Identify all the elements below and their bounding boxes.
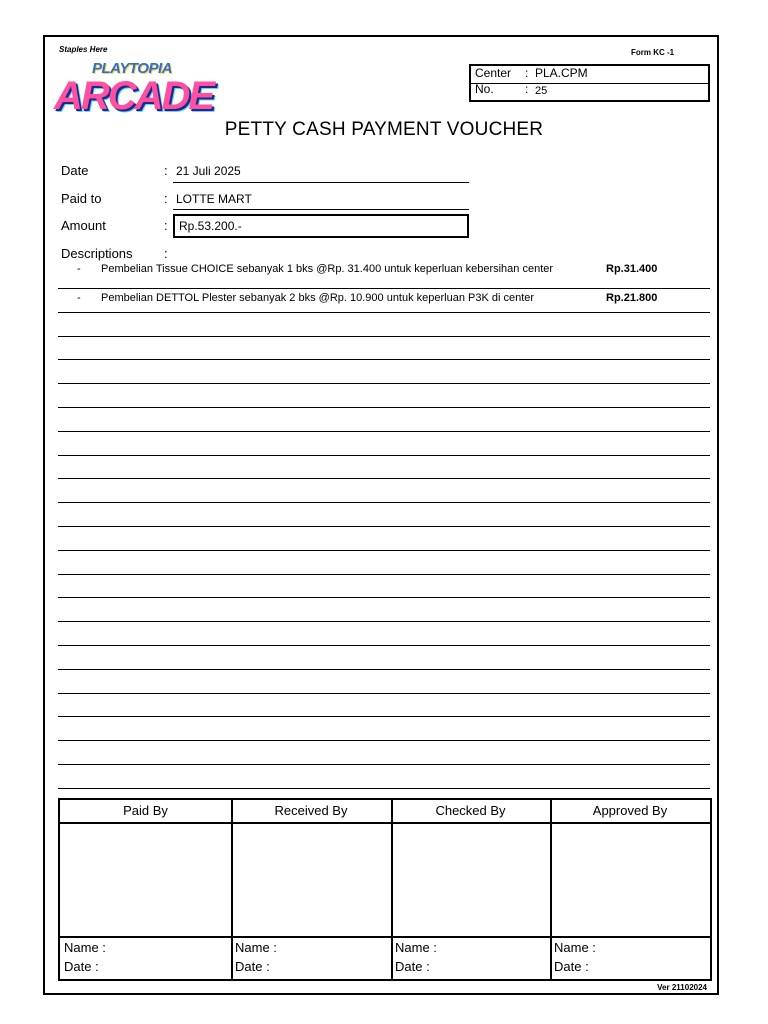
- paid-to-underline: [173, 209, 469, 210]
- descriptions-colon: :: [164, 246, 168, 261]
- description-amount: Rp.31.400: [606, 263, 658, 275]
- ruled-line: [58, 455, 710, 456]
- ruled-line: [58, 764, 710, 765]
- signature-date-label: Date :: [554, 959, 589, 974]
- ruled-line: [58, 740, 710, 741]
- ruled-line: [58, 693, 710, 694]
- center-info-box: [469, 64, 710, 102]
- no-colon: :: [525, 82, 529, 96]
- center-colon: :: [525, 66, 529, 80]
- signature-date-label: Date :: [64, 959, 99, 974]
- paid-to-label: Paid to: [61, 191, 102, 206]
- form-code: Form KC -1: [631, 48, 675, 57]
- ruled-line: [58, 431, 710, 432]
- ruled-line: [58, 550, 710, 551]
- signature-name-label: Name :: [235, 940, 277, 955]
- amount-value: Rp.53.200.-: [173, 214, 469, 238]
- signature-header: Received By: [231, 800, 391, 824]
- ruled-line: [58, 597, 710, 598]
- ruled-line: [58, 788, 710, 789]
- signature-table: [58, 798, 712, 981]
- signature-name-label: Name :: [395, 940, 437, 955]
- signature-header: Paid By: [60, 800, 231, 824]
- no-label: No.: [475, 82, 494, 96]
- signature-name-label: Name :: [554, 940, 596, 955]
- logo-top-text: PLAYTOPIA: [92, 60, 172, 77]
- signature-divider: [550, 936, 710, 938]
- description-bullet: -: [77, 292, 81, 304]
- signature-header: Approved By: [550, 800, 710, 824]
- date-label: Date: [61, 163, 89, 178]
- signature-name-label: Name :: [64, 940, 106, 955]
- ruled-line: [58, 621, 710, 622]
- signature-date-label: Date :: [235, 959, 270, 974]
- signature-column-checked-by: [391, 800, 552, 979]
- description-amount: Rp.21.800: [606, 292, 658, 304]
- signature-date-label: Date :: [395, 959, 430, 974]
- signature-divider: [231, 936, 391, 938]
- page-title: PETTY CASH PAYMENT VOUCHER: [224, 119, 544, 140]
- ruled-line: [58, 716, 710, 717]
- ruled-line: [58, 478, 710, 479]
- signature-column-approved-by: [550, 800, 710, 979]
- signature-column-paid-by: [60, 800, 233, 979]
- ruled-line: [58, 502, 710, 503]
- logo-main-text: ARCADE: [54, 74, 214, 118]
- ruled-line: [58, 526, 710, 527]
- date-value: 21 Juli 2025: [176, 164, 241, 178]
- signature-divider: [391, 936, 550, 938]
- signature-divider: [60, 936, 231, 938]
- playtopia-arcade-logo: [54, 58, 222, 122]
- ruled-line: [58, 383, 710, 384]
- amount-label: Amount: [61, 218, 106, 233]
- signature-header: Checked By: [391, 800, 550, 824]
- ruled-line: [58, 312, 710, 313]
- ruled-line: [58, 645, 710, 646]
- signature-column-received-by: [231, 800, 393, 979]
- version-label: Ver 21102024: [657, 983, 707, 992]
- center-label: Center: [475, 66, 512, 80]
- amount-colon: :: [164, 218, 168, 233]
- staples-note: Staples Here: [59, 45, 108, 54]
- description-text: Pembelian DETTOL Plester sebanyak 2 bks @Rp. 10.900 untuk keperluan P3K di center: [101, 292, 535, 304]
- description-bullet: -: [77, 263, 81, 275]
- ruled-line: [58, 574, 710, 575]
- ruled-line: [58, 407, 710, 408]
- center-value: PLA.CPM: [535, 66, 588, 80]
- paid-to-value: LOTTE MART: [176, 192, 252, 206]
- ruled-line: [58, 359, 710, 360]
- description-text: Pembelian Tissue CHOICE sebanyak 1 bks @Rp. 31.400 untuk keperluan kebersihan center: [101, 263, 554, 275]
- paid-to-colon: :: [164, 191, 168, 206]
- ruled-line: [58, 336, 710, 337]
- center-row: [471, 66, 708, 84]
- ruled-line: [58, 288, 710, 289]
- date-colon: :: [164, 163, 168, 178]
- descriptions-label: Descriptions: [61, 246, 133, 261]
- ruled-line: [58, 669, 710, 670]
- date-underline: [173, 182, 469, 183]
- no-value: 25: [535, 85, 548, 97]
